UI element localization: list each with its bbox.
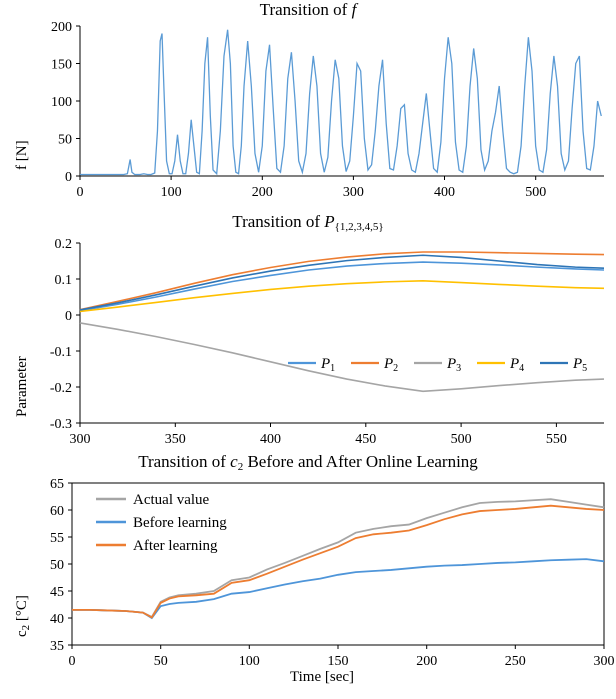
- chart-title-c2-var: c: [230, 452, 238, 471]
- xtick-f-500: 500: [525, 185, 547, 200]
- ytick-c2-60: 60: [50, 503, 64, 519]
- xtick-p-500: 500: [450, 431, 472, 447]
- chart-title-c2: [0, 452, 616, 477]
- chart-panel-f: [0, 0, 616, 212]
- y-axis-label-c2-sub: 2: [19, 624, 32, 631]
- xtick-c2-50: 50: [153, 653, 168, 669]
- chart-title-c2-suffix: Before and After Online Learning: [243, 452, 478, 471]
- xtick-f-0: 0: [76, 185, 84, 200]
- legend-parameters: [288, 356, 587, 374]
- legend-item-before: Before learning: [133, 514, 227, 531]
- series-line-p3: [80, 323, 604, 391]
- legend-item-p5: $P_5$: [573, 355, 588, 374]
- ytick-c2-40: 40: [50, 611, 64, 627]
- series-line-before: [72, 559, 604, 618]
- ytick-p-02: 0.2: [54, 236, 72, 252]
- chart-title-f-var: f: [351, 0, 357, 19]
- y-axis-label-c2: [14, 595, 32, 637]
- chart-title-f: [0, 0, 616, 20]
- legend-item-actual: Actual value: [133, 491, 210, 508]
- plot-svg-parameters: [0, 237, 616, 455]
- xtick-p-400: 400: [260, 431, 281, 447]
- ytick-c2-35: 35: [50, 638, 64, 654]
- xtick-f-300: 300: [342, 185, 364, 200]
- xtick-p-350: 350: [164, 431, 186, 447]
- y-axis-label-parameters: Parameter: [14, 355, 30, 417]
- xtick-p-550: 550: [545, 431, 567, 447]
- plot-area-c2: [0, 477, 616, 699]
- chart-title-p-var: P: [324, 212, 335, 231]
- xtick-f-400: 400: [434, 185, 455, 200]
- x-axis-label-c2: Time [sec]: [290, 668, 355, 685]
- ytick-f-150: 150: [51, 57, 72, 73]
- ytick-f-100: 100: [51, 95, 72, 110]
- xtick-c2-100: 100: [238, 653, 260, 669]
- chart-title-parameters: [0, 212, 616, 237]
- legend-item-p3: $P_3$: [447, 355, 462, 374]
- chart-panel-parameters: [0, 212, 616, 452]
- xtick-f-100: 100: [160, 185, 182, 200]
- legend-item-p1: $P_1$: [321, 355, 336, 374]
- ytick-p-01: 0.1: [54, 272, 72, 288]
- chart-panel-c2: [0, 452, 616, 698]
- xtick-p-300: 300: [69, 431, 91, 447]
- ytick-p-0: 0: [65, 308, 72, 324]
- chart-title-c2-prefix: Transition of: [138, 452, 231, 471]
- chart-title-p-prefix: Transition of: [232, 212, 325, 231]
- plot-svg-c2: [0, 477, 616, 699]
- ytick-p-n01: -0.1: [49, 344, 72, 360]
- ytick-c2-55: 55: [50, 530, 64, 546]
- ytick-c2-50: 50: [50, 557, 64, 573]
- ytick-p-n02: -0.2: [49, 380, 72, 396]
- chart-title-c2-sub: 2: [237, 460, 244, 473]
- plot-svg-f: [0, 20, 616, 210]
- xtick-c2-300: 300: [593, 653, 615, 669]
- xtick-c2-0: 0: [68, 653, 76, 669]
- legend-item-p4: $P_4$: [510, 355, 525, 374]
- legend-c2: [96, 492, 227, 554]
- xtick-p-450: 450: [355, 431, 377, 447]
- xtick-f-200: 200: [251, 185, 273, 200]
- plot-area-parameters: [0, 237, 616, 455]
- y-axis-label-c2-unit: [°C]: [14, 594, 30, 625]
- legend-item-p2: $P_2$: [384, 355, 399, 374]
- ytick-f-0: 0: [65, 170, 72, 185]
- y-axis-label-f: [14, 140, 31, 170]
- chart-title-f-prefix: Transition of: [259, 0, 352, 19]
- ytick-f-200: 200: [51, 20, 72, 35]
- xtick-c2-150: 150: [327, 653, 349, 669]
- y-axis-label-f-unit: [N]: [14, 140, 30, 165]
- plot-area-f: [0, 20, 616, 210]
- ytick-c2-45: 45: [50, 584, 64, 600]
- xtick-c2-200: 200: [416, 653, 438, 669]
- y-axis-label-f-var: f: [14, 165, 30, 170]
- legend-item-after: After learning: [133, 537, 218, 554]
- y-axis-label-c2-var: c: [14, 630, 30, 637]
- ytick-p-n03: -0.3: [49, 416, 72, 432]
- ytick-f-50: 50: [58, 132, 72, 148]
- ytick-c2-65: 65: [50, 476, 64, 492]
- xtick-c2-250: 250: [504, 653, 526, 669]
- chart-title-p-sub: {1,2,3,4,5}: [334, 220, 384, 233]
- series-line-f: [80, 30, 601, 175]
